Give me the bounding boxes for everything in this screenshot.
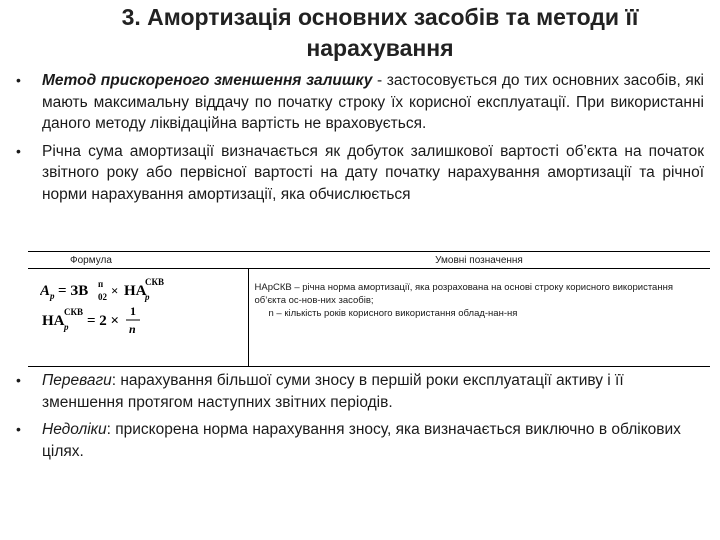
formula-graphic: [40, 275, 190, 339]
advantages-text: : нарахування більшої суми зносу в першій роки експлуатації активу і її зменшення протягом наступних звітних періодів.: [42, 372, 624, 411]
svg-text:1: 1: [130, 304, 136, 318]
method-name: Метод прискореного зменшення залишку: [42, 72, 373, 89]
bullet-disadvantages: [14, 419, 704, 462]
svg-text:п: п: [98, 279, 104, 289]
svg-text:= 2 ×: = 2 ×: [87, 313, 120, 329]
bullet-advantages: [14, 370, 704, 413]
bullet-method: [14, 70, 704, 135]
formula-cell: [28, 269, 248, 367]
legend-years: n – кількість років корисного використання облад-нан-ня: [268, 308, 518, 319]
annual-amount-text: Річна сума амортизації визначається як добуток залишкової вартості об’єкта на початок звітного року або первісної вартості на дату початку нарахування амортизації та річної норми нарахування амортизації, яка обчислюється: [42, 142, 704, 203]
bullet-list-top: [14, 70, 704, 205]
advantages-label: Переваги: [42, 372, 112, 389]
bullet-dot: •: [16, 142, 21, 159]
formula-column-header: Формула: [28, 252, 248, 269]
svg-text:СКВ: СКВ: [145, 277, 165, 287]
bullet-list-bottom: [14, 370, 704, 468]
method-description: - застосовується до тих основних засобів, які мають максимальну віддачу по початку строку їх корисної експлуатації. При використанні даного методу ліквідаційна вартість не враховується.: [42, 72, 704, 132]
formula-table: [28, 251, 710, 367]
svg-text:02: 02: [98, 292, 107, 302]
svg-text:×: ×: [111, 283, 119, 298]
legend-cell: [248, 269, 710, 367]
legend-column-header: Умовні позначення: [248, 252, 710, 269]
svg-text:СКВ: СКВ: [64, 307, 84, 317]
svg-text:n: n: [129, 322, 136, 336]
svg-text:A: A: [40, 283, 51, 299]
bullet-dot: •: [16, 372, 21, 388]
svg-text:p: p: [64, 322, 69, 332]
legend-rate: НАрСКВ – річна норма амортизації, яка розрахована на основі строку корисного використання об’єкта ос-нов-них засобів;: [254, 282, 673, 306]
svg-text:НА: НА: [42, 313, 65, 329]
bullet-dot: •: [16, 72, 21, 88]
bullet-annual-amount: [14, 141, 704, 206]
bullet-dot: •: [16, 421, 21, 437]
svg-text:= ЗВ: = ЗВ: [58, 283, 89, 299]
disadvantages-label: Недоліки: [42, 421, 107, 438]
svg-text:p: p: [145, 292, 150, 302]
slide-title: 3. Амортизація основних засобів та методи її нарахування: [121, 4, 639, 61]
svg-text:p: p: [50, 291, 55, 301]
disadvantages-text: : прискорена норма нарахування зносу, яка визначається виключно в облікових цілях.: [42, 421, 681, 460]
svg-text:НА: НА: [124, 283, 147, 299]
